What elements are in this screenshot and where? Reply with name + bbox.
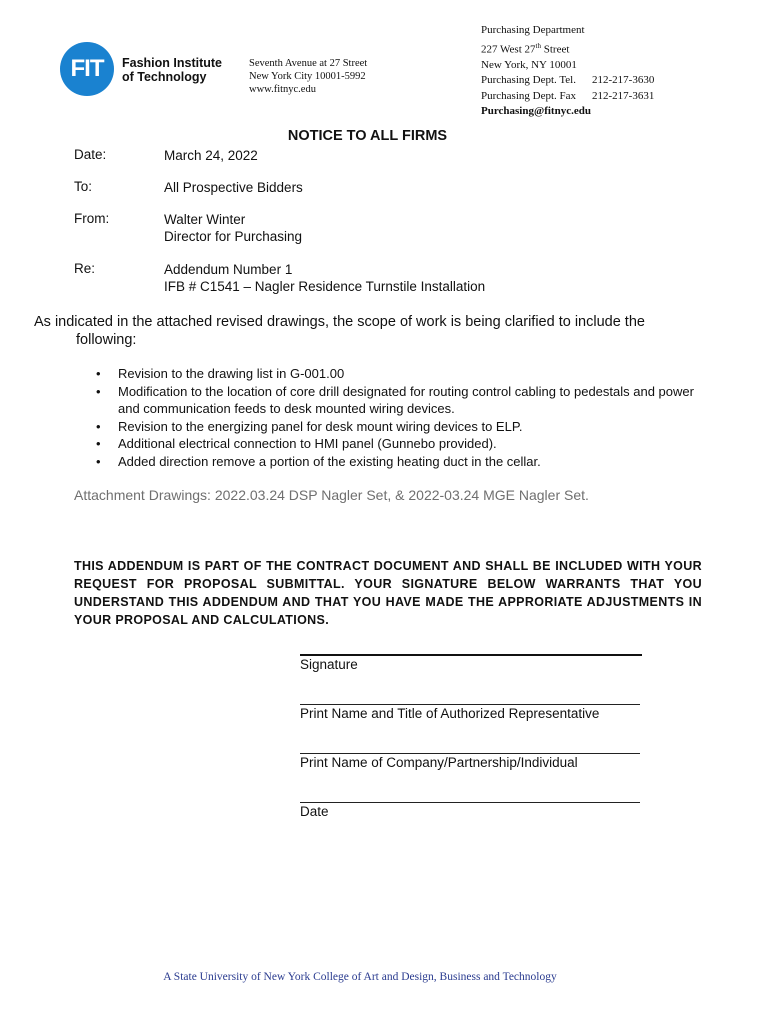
institution-address xyxy=(249,57,367,96)
website: www.fitnyc.edu xyxy=(249,84,316,95)
from-title: Director for Purchasing xyxy=(164,229,303,244)
scope-bullet-list xyxy=(96,365,716,470)
re-label: Re: xyxy=(74,261,96,276)
fit-logo xyxy=(60,42,114,96)
footer-tagline: A State University of New York College of Art and Design, Business and Technology xyxy=(163,971,557,983)
notice-title: NOTICE TO ALL FIRMS xyxy=(287,128,448,144)
purchasing-email: Purchasing@fitnyc.edu xyxy=(481,105,591,118)
institution-line1: Fashion Institute xyxy=(122,56,222,70)
signature-label: Signature xyxy=(300,657,358,672)
print-name-line xyxy=(300,704,640,705)
re-value xyxy=(164,261,485,295)
list-item: • Revision to the energizing panel for desk mount wiring devices to ELP. xyxy=(96,418,523,434)
intro-line2: following: xyxy=(76,332,137,348)
bullet-icon: • xyxy=(96,453,101,469)
logo-text: FIT xyxy=(70,55,104,82)
company-label: Print Name of Company/Partnership/Individual xyxy=(300,755,578,770)
bullet-icon: • xyxy=(96,436,101,451)
tel-row: Purchasing Dept. Tel. 212-217-3630 xyxy=(481,74,655,87)
date-value: March 24, 2022 xyxy=(164,148,258,163)
company-line xyxy=(300,753,640,754)
date-line xyxy=(300,802,640,803)
purchasing-contact-block xyxy=(481,23,654,120)
intro-line1: As indicated in the attached revised drawings, the scope of work is being clarified to include the xyxy=(34,314,645,330)
signature-date-label: Date xyxy=(300,804,329,819)
bullet-icon: • xyxy=(96,418,101,434)
signature-line xyxy=(300,654,642,656)
to-label: To: xyxy=(74,179,93,194)
list-item: • Modification to the location of core drill designated for routing control cabling to pedestals and power and communication feeds to desk mounted wiring devices. xyxy=(96,383,694,416)
list-item: • Additional electrical connection to HMI panel (Gunnebo provided). xyxy=(96,436,497,451)
address-line2: New York City 10001-5992 xyxy=(249,71,366,82)
fax-row: Purchasing Dept. Fax 212-217-3631 xyxy=(481,89,655,102)
intro-paragraph xyxy=(34,313,694,349)
addendum-statement: THIS ADDENDUM IS PART OF THE CONTRACT DOCUMENT AND SHALL BE INCLUDED WITH YOUR REQUEST FOR PROPOSAL SUBMITTAL. YOUR SIGNATURE BELOW WARRANTS THAT YOU UNDERSTAND THIS ADDENDUM AND THAT YOU HAVE MADE THE APPRORIATE ADJUSTMENTS IN YOUR PROPOSAL AND CALCULATIONS. xyxy=(74,559,702,627)
dept-city: New York, NY 10001 xyxy=(481,58,577,71)
bullet-icon: • xyxy=(96,366,101,381)
dept-street: 227 West 27th Street xyxy=(481,41,570,56)
re-line1: Addendum Number 1 xyxy=(164,262,293,277)
from-label: From: xyxy=(74,211,110,226)
to-value: All Prospective Bidders xyxy=(164,180,303,195)
re-line2: IFB # C1541 – Nagler Residence Turnstile Installation xyxy=(164,279,486,294)
from-value xyxy=(164,211,302,245)
print-name-label: Print Name and Title of Authorized Representative xyxy=(300,706,600,721)
list-item: • Revision to the drawing list in G-001.00 xyxy=(96,366,345,381)
attachment-drawings: Attachment Drawings: 2022.03.24 DSP Nagler Set, & 2022-03.24 MGE Nagler Set. xyxy=(74,487,589,503)
institution-name xyxy=(122,56,222,84)
institution-line2: of Technology xyxy=(122,70,207,84)
from-name: Walter Winter xyxy=(164,212,246,227)
address-line1: Seventh Avenue at 27 Street xyxy=(249,58,368,69)
bullet-icon: • xyxy=(96,383,101,399)
date-label: Date: xyxy=(74,147,107,162)
list-item: • Added direction remove a portion of the existing heating duct in the cellar. xyxy=(96,453,541,469)
dept-name: Purchasing Department xyxy=(481,24,585,36)
